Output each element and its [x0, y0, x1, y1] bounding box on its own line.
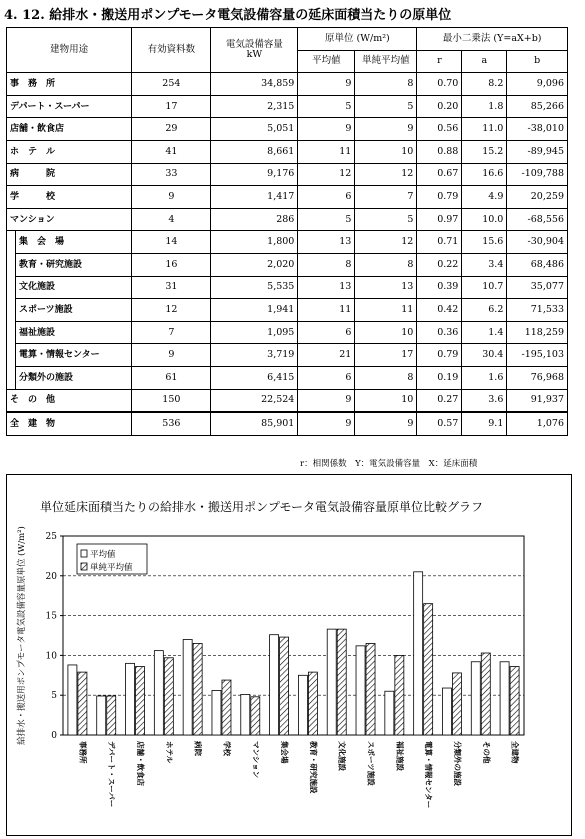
- bar: [500, 662, 509, 735]
- bar: [366, 643, 375, 735]
- header-capacity: 電気設備容量 kW: [211, 28, 298, 73]
- cell-capacity: 22,524: [211, 389, 298, 412]
- y-tick-label: 20: [45, 571, 57, 582]
- x-tick-label: 学校: [222, 741, 232, 756]
- cell-simple: 7: [355, 186, 417, 209]
- cell-simple: 13: [355, 276, 417, 299]
- cell-simple: 8: [355, 366, 417, 389]
- cell-a: 8.2: [462, 73, 507, 96]
- cell-count: 29: [132, 118, 211, 141]
- cell-name: 病 院: [7, 163, 132, 186]
- cell-simple: 5: [355, 208, 417, 231]
- cell-capacity: 1,800: [211, 231, 298, 254]
- cell-capacity: 1,417: [211, 186, 298, 209]
- cell-simple: 10: [355, 321, 417, 344]
- cell-capacity: 5,051: [211, 118, 298, 141]
- cell-r: 0.71: [417, 231, 462, 254]
- cell-simple: 12: [355, 231, 417, 254]
- cell-avg: 13: [298, 276, 355, 299]
- cell-r: 0.67: [417, 163, 462, 186]
- cell-avg: 11: [298, 299, 355, 322]
- cell-avg: 6: [298, 321, 355, 344]
- bar: [356, 646, 365, 735]
- cell-count: 150: [132, 389, 211, 412]
- cell-b: -68,556: [507, 208, 568, 231]
- x-tick-label: 福祉施設: [395, 741, 405, 771]
- cell-simple: 10: [355, 389, 417, 412]
- cell-capacity: 6,415: [211, 366, 298, 389]
- bar: [298, 675, 307, 735]
- bar: [154, 651, 163, 735]
- cell-a: 3.6: [462, 389, 507, 412]
- x-tick-label: 集会場: [280, 741, 290, 764]
- cell-count: 4: [132, 208, 211, 231]
- x-tick-label: 店舗・飲食店: [136, 741, 146, 786]
- cell-count: 254: [132, 73, 211, 96]
- page-title: 4. 12. 給排水・搬送用ポンプモータ電気設備容量の延床面積当たりの原単位: [4, 8, 452, 23]
- cell-capacity: 1,095: [211, 321, 298, 344]
- x-tick-label: その他: [481, 741, 491, 764]
- cell-a: 1.8: [462, 95, 507, 118]
- cell-a: 1.4: [462, 321, 507, 344]
- bar: [241, 694, 250, 735]
- cell-count: 17: [132, 95, 211, 118]
- y-axis-label: 給排水・搬送用ポンプモータ電気設備容量原単位 (W/m²): [17, 526, 27, 745]
- cell-r: 0.19: [417, 366, 462, 389]
- cell-name: そ の 他: [7, 389, 132, 412]
- cell-count: 9: [132, 186, 211, 209]
- bar: [395, 655, 404, 735]
- cell-capacity: 34,859: [211, 73, 298, 96]
- bar: [280, 637, 289, 735]
- cell-avg: 11: [298, 140, 355, 163]
- cell-avg: 6: [298, 366, 355, 389]
- legend-label: 単純平均値: [90, 563, 133, 573]
- cell-b: 85,266: [507, 95, 568, 118]
- cell-r: 0.20: [417, 95, 462, 118]
- cell-simple: 9: [355, 412, 417, 435]
- cell-r: 0.56: [417, 118, 462, 141]
- cell-r: 0.97: [417, 208, 462, 231]
- cell-a: 11.0: [462, 118, 507, 141]
- bar: [471, 662, 480, 735]
- cell-a: 4.9: [462, 186, 507, 209]
- cell-r: 0.22: [417, 253, 462, 276]
- x-tick-label: 文化施設: [337, 741, 347, 771]
- cell-a: 16.6: [462, 163, 507, 186]
- cell-simple: 5: [355, 95, 417, 118]
- cell-avg: 13: [298, 231, 355, 254]
- bar: [107, 696, 116, 735]
- cell-r: 0.70: [417, 73, 462, 96]
- cell-avg: 5: [298, 95, 355, 118]
- cell-name: 電算・情報センター: [16, 344, 132, 367]
- x-tick-label: 事務所: [78, 741, 88, 764]
- cell-b: 76,968: [507, 366, 568, 389]
- cell-a: 15.2: [462, 140, 507, 163]
- cell-count: 536: [132, 412, 211, 435]
- cell-name: 文化施設: [16, 276, 132, 299]
- x-tick-label: ホテル: [164, 741, 174, 764]
- y-tick-label: 0: [51, 731, 57, 741]
- cell-a: 15.6: [462, 231, 507, 254]
- header-simple-avg: 単純平均値: [355, 50, 417, 73]
- cell-r: 0.57: [417, 412, 462, 435]
- cell-name: 教育・研究施設: [16, 253, 132, 276]
- cell-simple: 17: [355, 344, 417, 367]
- cell-r: 0.27: [417, 389, 462, 412]
- cell-avg: 9: [298, 389, 355, 412]
- cell-b: 118,259: [507, 321, 568, 344]
- x-tick-label: マンション: [251, 741, 261, 779]
- bar: [126, 663, 135, 735]
- cell-r: 0.79: [417, 344, 462, 367]
- bar: [308, 672, 317, 735]
- bar: [68, 665, 77, 735]
- header-avg: 平均値: [298, 50, 355, 73]
- bar: [78, 672, 87, 735]
- bar: [424, 604, 433, 735]
- cell-b: -38,010: [507, 118, 568, 141]
- bar: [251, 697, 260, 735]
- cell-b: 35,077: [507, 276, 568, 299]
- bar: [136, 667, 145, 735]
- bar: [337, 629, 346, 735]
- cell-capacity: 3,719: [211, 344, 298, 367]
- legend-swatch: [81, 563, 87, 570]
- header-b: b: [507, 50, 568, 73]
- cell-simple: 8: [355, 73, 417, 96]
- bar: [385, 691, 394, 735]
- cell-simple: 11: [355, 299, 417, 322]
- header-r: r: [417, 50, 462, 73]
- cell-r: 0.42: [417, 299, 462, 322]
- footnote: r：相関係数 Y：電気設備容量 X：延床面積: [300, 459, 478, 469]
- cell-b: 91,937: [507, 389, 568, 412]
- cell-capacity: 85,901: [211, 412, 298, 435]
- cell-b: -89,945: [507, 140, 568, 163]
- cell-r: 0.39: [417, 276, 462, 299]
- x-tick-label: デパート・スーパー: [107, 741, 117, 808]
- cell-count: 16: [132, 253, 211, 276]
- legend-label: 平均値: [90, 550, 116, 560]
- header-count: 有効資料数: [132, 28, 211, 73]
- cell-a: 10.7: [462, 276, 507, 299]
- bar: [452, 673, 461, 735]
- header-ls-group: 最小二乗法 (Y=aX+b): [417, 28, 568, 51]
- cell-avg: 5: [298, 208, 355, 231]
- cell-count: 31: [132, 276, 211, 299]
- x-tick-label: 病院: [193, 741, 203, 756]
- cell-simple: 12: [355, 163, 417, 186]
- x-tick-label: 分類外の施設: [452, 741, 462, 786]
- bar: [481, 653, 490, 735]
- y-tick-label: 15: [45, 611, 57, 622]
- cell-b: 20,259: [507, 186, 568, 209]
- cell-b: -109,788: [507, 163, 568, 186]
- cell-count: 61: [132, 366, 211, 389]
- cell-b: -30,904: [507, 231, 568, 254]
- cell-b: -195,103: [507, 344, 568, 367]
- cell-a: 9.1: [462, 412, 507, 435]
- cell-count: 33: [132, 163, 211, 186]
- cell-a: 10.0: [462, 208, 507, 231]
- cell-avg: 21: [298, 344, 355, 367]
- cell-count: 14: [132, 231, 211, 254]
- header-use: 建物用途: [7, 28, 132, 73]
- x-tick-label: 全建物: [510, 741, 520, 764]
- cell-avg: 9: [298, 73, 355, 96]
- cell-name: 学 校: [7, 186, 132, 209]
- cell-avg: 12: [298, 163, 355, 186]
- cell-name: デパート・スーパー: [7, 95, 132, 118]
- bar: [97, 696, 106, 735]
- bar: [327, 629, 336, 735]
- y-tick-label: 5: [51, 691, 57, 702]
- cell-avg: 8: [298, 253, 355, 276]
- cell-name: スポーツ施設: [16, 299, 132, 322]
- cell-simple: 10: [355, 140, 417, 163]
- cell-count: 7: [132, 321, 211, 344]
- cell-capacity: 1,941: [211, 299, 298, 322]
- cell-name: 店舗・飲食店: [7, 118, 132, 141]
- cell-b: 9,096: [507, 73, 568, 96]
- cell-count: 9: [132, 344, 211, 367]
- cell-r: 0.36: [417, 321, 462, 344]
- cell-b: 68,486: [507, 253, 568, 276]
- header-unit-group: 原単位 (W/m²): [298, 28, 417, 51]
- x-tick-label: スポーツ施設: [366, 741, 376, 786]
- bar: [222, 680, 231, 735]
- cell-b: 1,076: [507, 412, 568, 435]
- bar: [414, 572, 423, 735]
- cell-name: 分類外の施設: [16, 366, 132, 389]
- legend-swatch: [81, 550, 87, 557]
- cell-name: マンション: [7, 208, 132, 231]
- x-tick-label: 教育・研究施設: [308, 741, 318, 794]
- header-a: a: [462, 50, 507, 73]
- cell-count: 12: [132, 299, 211, 322]
- bar: [164, 658, 173, 735]
- y-tick-label: 10: [45, 651, 57, 662]
- y-tick-label: 25: [45, 532, 57, 542]
- bar: [442, 688, 451, 735]
- cell-name: 事 務 所: [7, 73, 132, 96]
- cell-count: 41: [132, 140, 211, 163]
- cell-capacity: 2,315: [211, 95, 298, 118]
- cell-capacity: 5,535: [211, 276, 298, 299]
- bar: [510, 667, 519, 735]
- cell-a: 30.4: [462, 344, 507, 367]
- bar: [193, 643, 202, 735]
- cell-capacity: 8,661: [211, 140, 298, 163]
- cell-name: 全 建 物: [7, 412, 132, 435]
- bar: [183, 639, 192, 735]
- cell-name: 福祉施設: [16, 321, 132, 344]
- bar: [212, 690, 221, 735]
- cell-r: 0.79: [417, 186, 462, 209]
- x-tick-label: 電算・情報センター: [424, 741, 434, 809]
- cell-a: 1.6: [462, 366, 507, 389]
- cell-a: 3.4: [462, 253, 507, 276]
- cell-b: 71,533: [507, 299, 568, 322]
- cell-simple: 9: [355, 118, 417, 141]
- cell-a: 6.2: [462, 299, 507, 322]
- cell-capacity: 286: [211, 208, 298, 231]
- cell-simple: 8: [355, 253, 417, 276]
- cell-capacity: 2,020: [211, 253, 298, 276]
- cell-name: ホ テ ル: [7, 140, 132, 163]
- cell-name: 集 会 場: [16, 231, 132, 254]
- cell-avg: 9: [298, 118, 355, 141]
- chart-title: 単位延床面積当たりの給排水・搬送用ポンプモータ電気設備容量原単位比較グラフ: [40, 500, 484, 514]
- cell-avg: 6: [298, 186, 355, 209]
- cell-capacity: 9,176: [211, 163, 298, 186]
- cell-r: 0.88: [417, 140, 462, 163]
- cell-avg: 9: [298, 412, 355, 435]
- bar: [270, 635, 279, 735]
